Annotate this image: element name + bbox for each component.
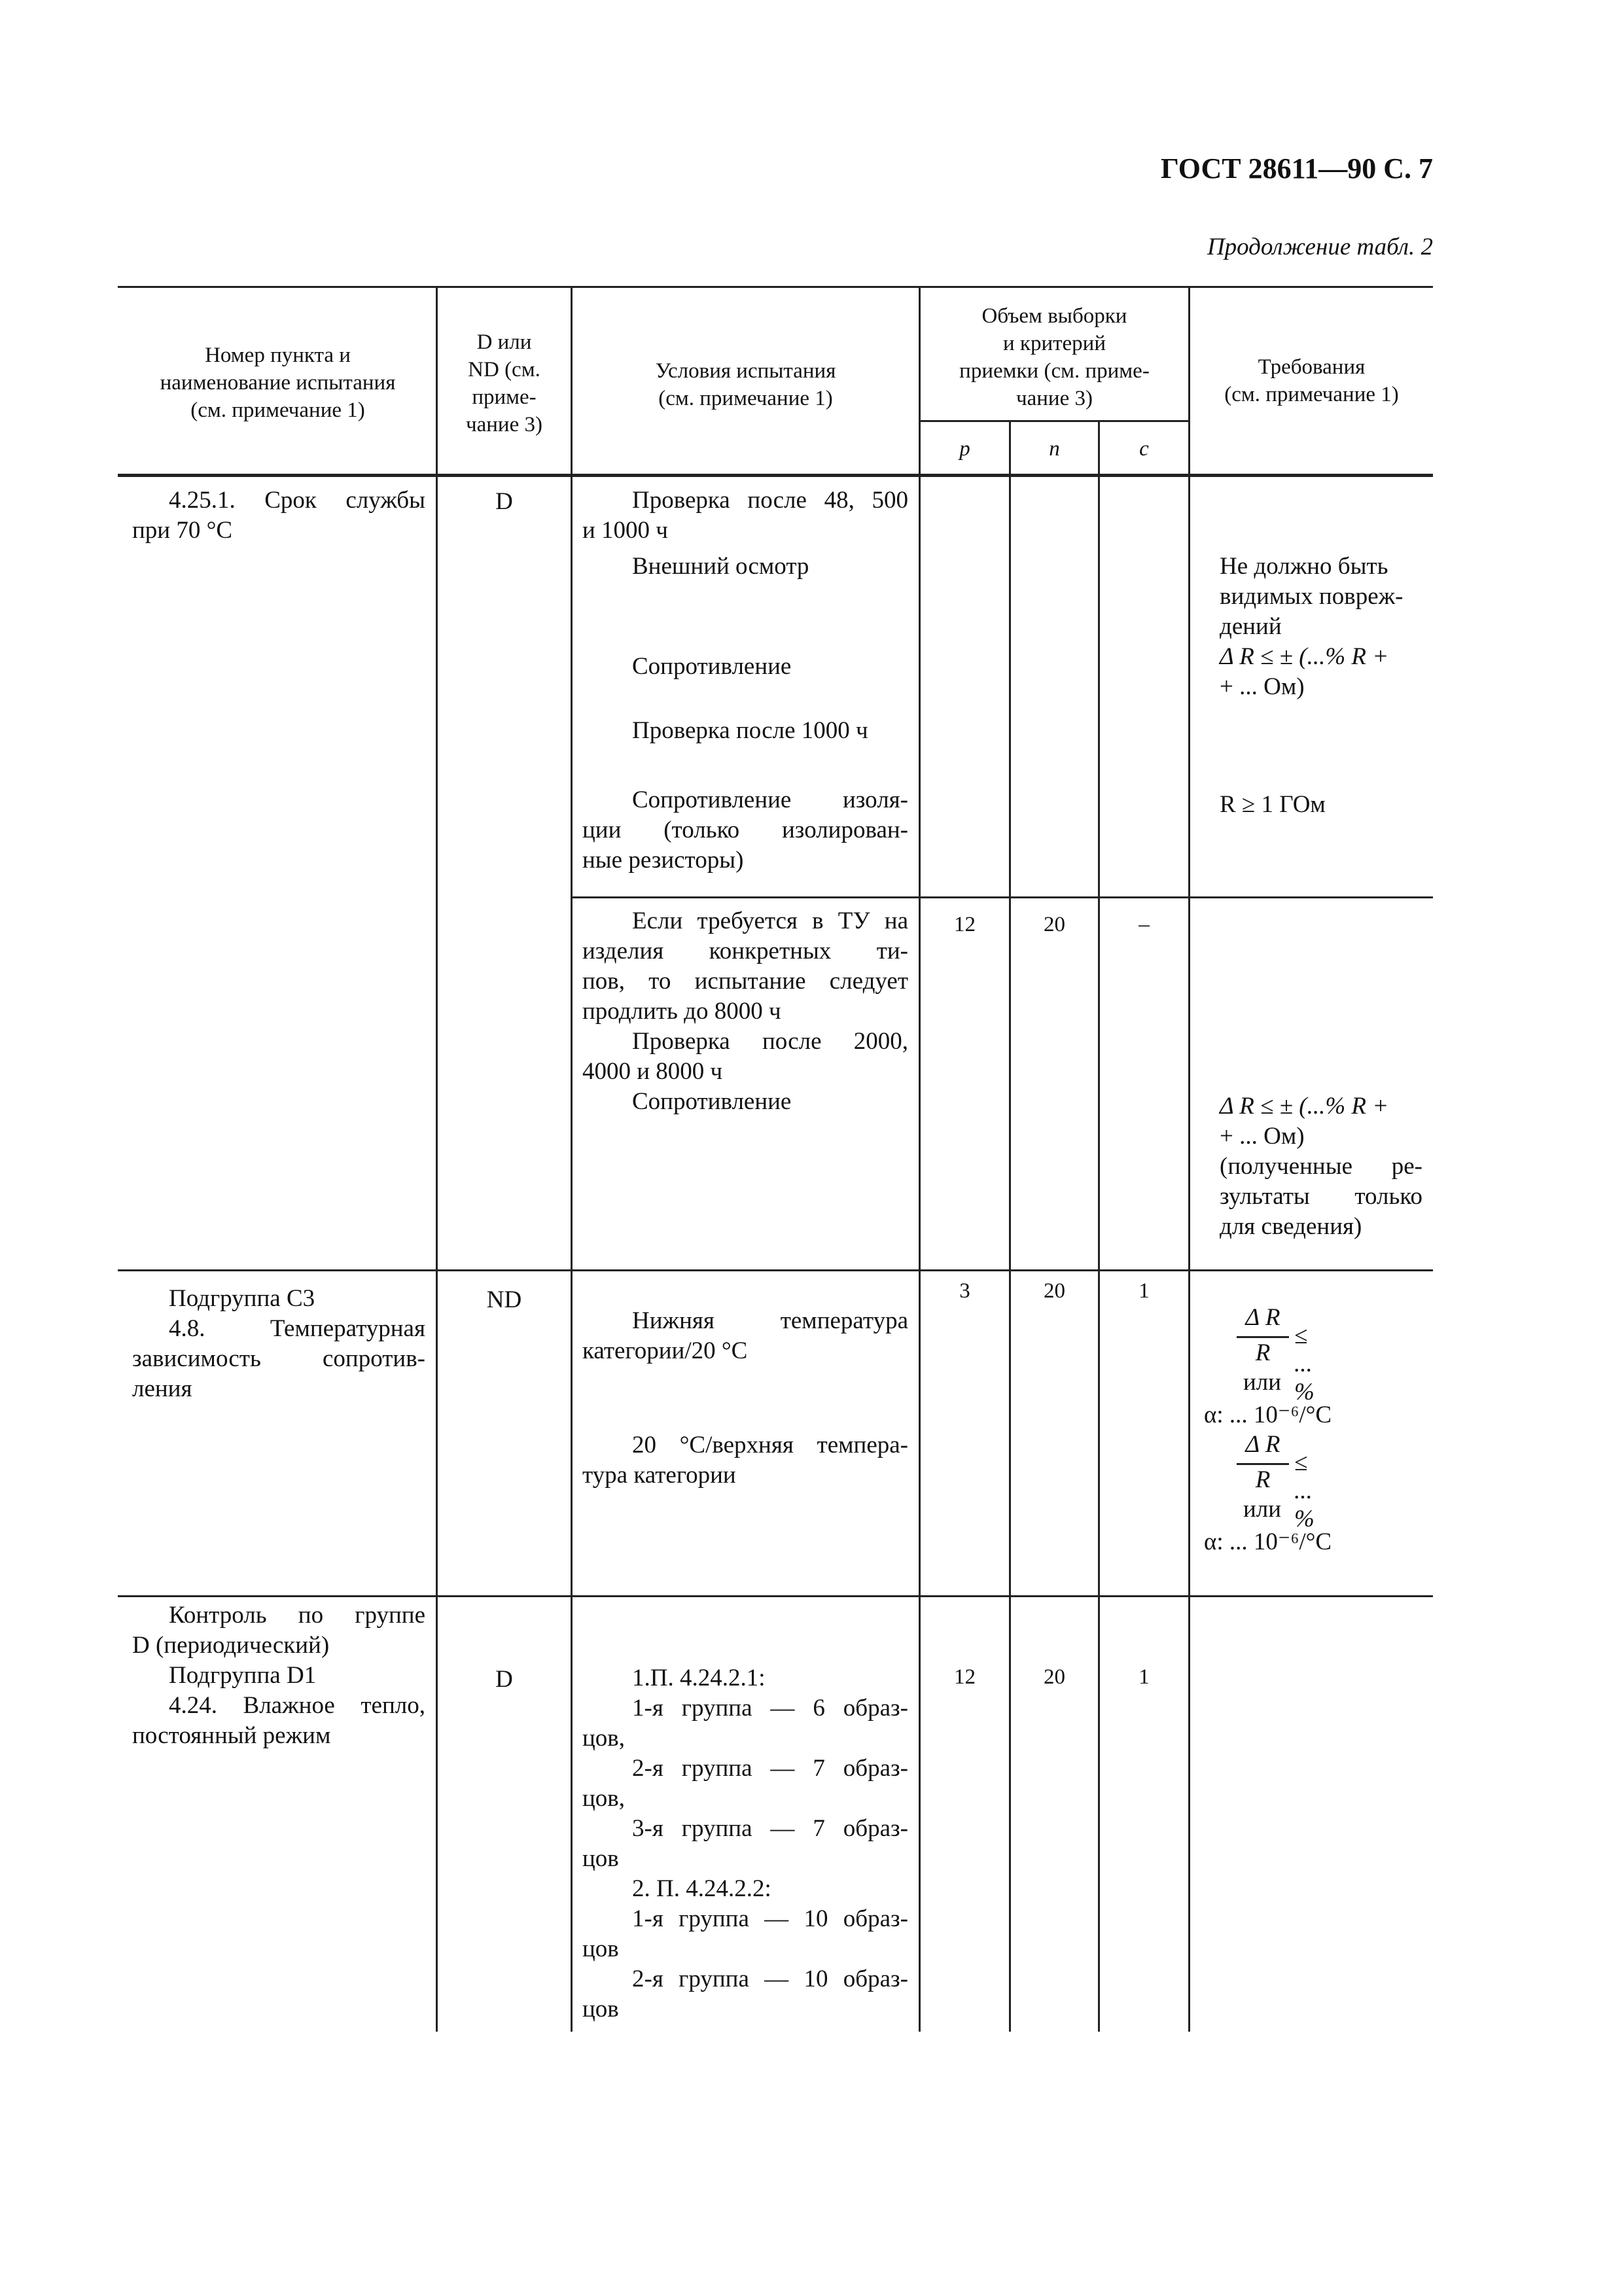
block4-conditions: 1.П. 4.24.2.1: 1-я группа — 6 образ- цов, 2-я группа — 7 образ- цов, 3-я группа — 7 образ- цов 2. П. 4.24.2.2: 1-я группа — 10 образ- цов 2-я группа — 10 образ- цов bbox=[582, 1665, 908, 2022]
header-sub-n: n bbox=[1049, 437, 1060, 461]
block3-item: Подгруппа С3 4.8. Температурная зависимость сопротив- ления bbox=[132, 1285, 425, 1402]
table-continuation-label: Продолжение табл. 2 bbox=[1207, 234, 1433, 260]
block4-code: D bbox=[495, 1666, 513, 1693]
header-requirements: Требования (см. примечание 1) bbox=[1224, 355, 1399, 406]
block3-code: ND bbox=[486, 1286, 522, 1313]
block1-req-visual: Не должно быть видимых повреж- дений bbox=[1220, 553, 1403, 640]
block1-code: D bbox=[495, 488, 513, 515]
row-divider-1 bbox=[572, 896, 1433, 898]
block1-req-delta-line1: Δ R ≤ ± (...% R + bbox=[1220, 643, 1389, 670]
col-divider-3 bbox=[919, 286, 921, 2032]
block4-p: 12 bbox=[954, 1665, 976, 1689]
row-divider-2 bbox=[118, 1269, 1433, 1271]
header-test-conditions: Условия испытания (см. примечание 1) bbox=[655, 359, 836, 410]
block1-visual-inspection: Внешний осмотр bbox=[632, 553, 809, 580]
block2-conditions: Если требуется в ТУ на изделия конкретных ти- пов, то испытание следует продлить до 8000 ч Проверка после 2000, 4000 и 8000 ч Сопротивление bbox=[582, 908, 908, 1115]
block3-p: 3 bbox=[959, 1279, 970, 1303]
block3-or-label-2: или bbox=[1243, 1496, 1282, 1523]
col-divider-4 bbox=[1009, 420, 1011, 2032]
block4-item: Контроль по группе D (периодический) Подгруппа D1 4.24. Влажное тепло, постоянный режим bbox=[132, 1602, 425, 1749]
header-sub-c: c bbox=[1139, 437, 1149, 461]
block1-conditions: Проверка после 48, 500 и 1000 ч bbox=[582, 487, 908, 544]
block3-c: 1 bbox=[1139, 1279, 1150, 1303]
col-divider-5 bbox=[1098, 420, 1100, 2032]
header-sample-size: Объем выборки и критерий приемки (см. приме- чание 3) bbox=[959, 304, 1150, 410]
block2-p: 12 bbox=[954, 913, 976, 936]
page-title: ГОСТ 28611—90 С. 7 bbox=[1160, 152, 1433, 185]
block2-req: Δ R ≤ ± (...% R + + ... Ом) (полученные ре- зультаты только для сведения) bbox=[1220, 1093, 1422, 1240]
block3-alpha-2: α: ... 10⁻⁶/°С bbox=[1204, 1528, 1332, 1555]
block3-conditions-high: 20 °С/верхняя темпера- тура категории bbox=[582, 1432, 908, 1489]
block1-insulation-resistance: Сопротивление изоля- ции (только изолирован- ные резисторы) bbox=[582, 786, 908, 874]
block4-n: 20 bbox=[1044, 1665, 1065, 1689]
block1-req-insulation: R ≥ 1 ГОм bbox=[1220, 791, 1326, 818]
block3-conditions-low: Нижняя температура категории/20 °С bbox=[582, 1307, 908, 1364]
col-divider-6 bbox=[1188, 286, 1190, 2032]
block1-check-1000h: Проверка после 1000 ч bbox=[632, 717, 868, 744]
block2-n: 20 bbox=[1044, 913, 1065, 936]
sample-subheader-rule bbox=[920, 420, 1190, 422]
row-divider-3 bbox=[118, 1595, 1433, 1597]
block4-c: 1 bbox=[1139, 1665, 1150, 1689]
block3-or-label-1: или bbox=[1243, 1369, 1282, 1396]
block1-resistance: Сопротивление bbox=[632, 653, 792, 680]
table-top-rule bbox=[118, 286, 1433, 288]
header-sub-p: p bbox=[959, 437, 970, 461]
col-divider-2 bbox=[571, 286, 573, 2032]
block1-req-delta-line2: + ... Ом) bbox=[1220, 673, 1305, 700]
block2-c: – bbox=[1139, 913, 1150, 936]
header-bottom-rule bbox=[118, 474, 1433, 477]
block3-alpha-1: α: ... 10⁻⁶/°С bbox=[1204, 1402, 1332, 1428]
header-item-name: Номер пункта и наименование испытания (см. примечание 1) bbox=[160, 344, 396, 422]
header-d-nd: D или ND (см. приме- чание 3) bbox=[466, 330, 542, 436]
block3-n: 20 bbox=[1044, 1279, 1065, 1303]
col-divider-1 bbox=[436, 286, 438, 2032]
block1-item: 4.25.1. Срок службы при 70 °С bbox=[132, 487, 425, 544]
